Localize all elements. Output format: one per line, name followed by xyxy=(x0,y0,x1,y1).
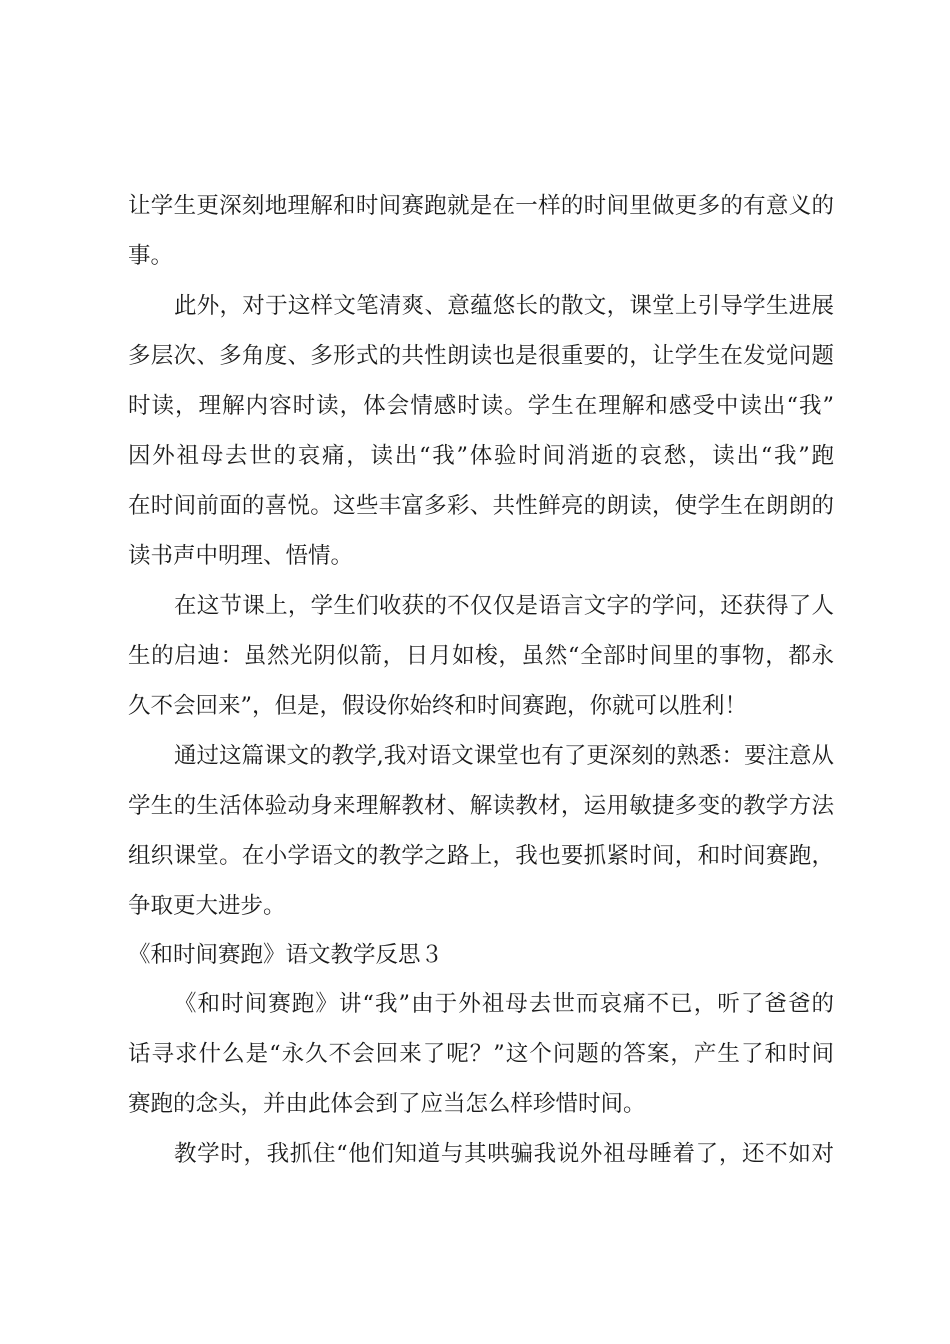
paragraph-first-line: 此外，对于这样文笔清爽、意蕴悠长的散文，课堂上引导学生进展 xyxy=(174,293,834,319)
section-heading: 《和时间赛跑》语文教学反思３ xyxy=(128,942,444,968)
text-line: 让学生更深刻地理解和时间赛跑就是在一样的时间里做更多的有意义的 xyxy=(128,193,834,219)
text-line: 组织课堂。在小学语文的教学之路上，我也要抓紧时间，和时间赛跑， xyxy=(128,843,834,869)
text-line: 生的启迪：虽然光阴似箭，日月如梭，虽然“全部时间里的事物，都永 xyxy=(128,643,834,669)
paragraph-first-line: 《和时间赛跑》讲“我”由于外祖母去世而哀痛不已，听了爸爸的 xyxy=(174,991,834,1017)
text-line: 时读，理解内容时读，体会情感时读。学生在理解和感受中读出“我” xyxy=(128,393,834,419)
paragraph-first-line: 教学时，我抓住“他们知道与其哄骗我说外祖母睡着了，还不如对 xyxy=(174,1141,834,1167)
text-line: 在时间前面的喜悦。这些丰富多彩、共性鲜亮的朗读，使学生在朗朗的 xyxy=(128,493,834,519)
paragraph-first-line: 在这节课上，学生们收获的不仅仅是语言文字的学问，还获得了人 xyxy=(174,593,834,619)
text-line: 赛跑的念头，并由此体会到了应当怎么样珍惜时间。 xyxy=(128,1091,646,1117)
text-line: 读书声中明理、悟情。 xyxy=(128,543,354,569)
text-line: 事。 xyxy=(128,243,174,269)
text-line: 久不会回来”，但是，假设你始终和时间赛跑，你就可以胜利！ xyxy=(128,693,748,719)
paragraph-first-line: 通过这篇课文的教学,我对语文课堂也有了更深刻的熟悉：要注意从 xyxy=(174,743,834,769)
text-line: 学生的生活体验动身来理解教材、解读教材，运用敏捷多变的教学方法 xyxy=(128,793,834,819)
text-line: 话寻求什么是“永久不会回来了呢？”这个问题的答案，产生了和时间 xyxy=(128,1041,834,1067)
text-line: 争取更大进步。 xyxy=(128,893,286,919)
text-line: 多层次、多角度、多形式的共性朗读也是很重要的，让学生在发觉问题 xyxy=(128,343,834,369)
text-line: 因外祖母去世的哀痛，读出“我”体验时间消逝的哀愁，读出“我”跑 xyxy=(128,443,834,469)
